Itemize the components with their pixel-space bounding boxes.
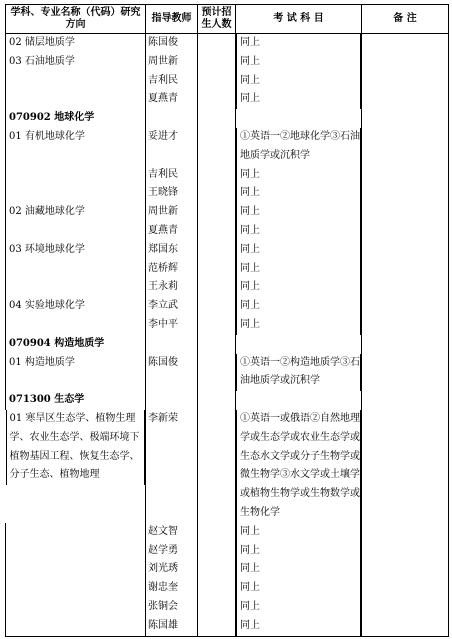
subjects-cell: 同上: [236, 542, 361, 561]
table-row: [6, 128, 449, 166]
plan-cell: [198, 109, 236, 128]
notes-cell: [362, 579, 449, 598]
notes-cell: [362, 560, 449, 579]
subjects-cell: 同上: [236, 523, 361, 542]
major-cell: [6, 579, 146, 598]
major-cell: [6, 166, 146, 185]
table-row: [6, 53, 449, 72]
subjects-cell: [236, 109, 362, 128]
enrollment-table: [5, 4, 449, 637]
major-cell: [6, 260, 146, 279]
major-cell: [6, 184, 146, 203]
notes-cell: [362, 128, 449, 166]
subjects-cell: 同上: [236, 72, 361, 91]
major-cell: [6, 222, 146, 241]
plan-cell: [198, 222, 236, 241]
teacher-cell: 妥进才: [146, 128, 198, 166]
table-row: [6, 354, 449, 392]
subjects-cell: 同上: [236, 278, 361, 297]
major-cell: 03 环境地球化学: [6, 241, 146, 260]
table-row: [6, 297, 449, 316]
plan-cell: [198, 410, 236, 523]
table-row: [6, 598, 449, 617]
table-row: [6, 617, 449, 637]
table-row: [6, 579, 449, 598]
teacher-cell: 陈国俊: [146, 34, 198, 53]
teacher-cell: 吉利民: [146, 72, 198, 91]
notes-cell: [362, 222, 449, 241]
subjects-cell: 同上: [236, 90, 361, 109]
notes-cell: [362, 109, 449, 128]
subjects-cell: 同上: [236, 34, 361, 53]
teacher-cell: 谢忠奎: [146, 579, 198, 598]
table-row: [6, 203, 449, 222]
major-cell: 04 实验地球化学: [6, 297, 146, 316]
notes-cell: [362, 203, 449, 222]
plan-cell: [198, 354, 236, 392]
teacher-cell: 李新荣: [146, 410, 198, 523]
plan-cell: [198, 128, 236, 166]
plan-cell: [198, 542, 236, 561]
teacher-cell: [146, 391, 198, 410]
major-cell: [6, 598, 146, 617]
enrollment-table-page: [5, 4, 448, 635]
notes-cell: [362, 391, 449, 410]
section-row: [6, 391, 449, 410]
plan-cell: [198, 241, 236, 260]
header-major: 学科、专业名称（代码）研究方向: [6, 5, 146, 34]
subjects-cell: 同上: [236, 560, 361, 579]
table-row: [6, 184, 449, 203]
notes-cell: [362, 335, 449, 354]
notes-cell: [362, 617, 449, 637]
teacher-cell: 赵学勇: [146, 542, 198, 561]
plan-cell: [198, 260, 236, 279]
plan-cell: [198, 617, 236, 637]
notes-cell: [362, 72, 449, 91]
table-row: [6, 90, 449, 109]
teacher-cell: 张铜会: [146, 598, 198, 617]
subjects-cell: 同上: [236, 203, 361, 222]
notes-cell: [362, 542, 449, 561]
major-cell: [6, 617, 146, 637]
teacher-cell: 周世新: [146, 203, 198, 222]
table-row: [6, 316, 449, 335]
section-title: 071300 生态学: [6, 391, 146, 410]
teacher-cell: 王晓锋: [146, 184, 198, 203]
table-row: [6, 542, 449, 561]
teacher-cell: 赵文智: [146, 523, 198, 542]
subjects-cell: ①英语一②构造地质学③石油地质学或沉积学: [236, 354, 361, 392]
subjects-cell: 同上: [236, 241, 361, 260]
notes-cell: [362, 184, 449, 203]
notes-cell: [362, 53, 449, 72]
table-body: [6, 34, 449, 637]
plan-cell: [198, 316, 236, 335]
table-row: [6, 560, 449, 579]
notes-cell: [362, 260, 449, 279]
header-notes: 备 注: [362, 5, 449, 34]
subjects-cell: 同上: [236, 222, 361, 241]
plan-cell: [198, 391, 236, 410]
plan-cell: [198, 598, 236, 617]
major-cell: 02 油藏地球化学: [6, 203, 146, 222]
notes-cell: [362, 166, 449, 185]
teacher-cell: 王永莉: [146, 278, 198, 297]
teacher-cell: 郑国东: [146, 241, 198, 260]
notes-cell: [362, 34, 449, 53]
teacher-cell: 刘光琇: [146, 560, 198, 579]
teacher-cell: 陈国俊: [146, 354, 198, 392]
section-row: [6, 109, 449, 128]
major-cell: 03 石油地质学: [6, 53, 146, 72]
major-cell: [6, 278, 146, 297]
table-row: [6, 278, 449, 297]
notes-cell: [362, 278, 449, 297]
notes-cell: [362, 410, 449, 523]
subjects-cell: ①英语一②地球化学③石油地质学或沉积学: [236, 128, 361, 166]
table-row: [6, 260, 449, 279]
plan-cell: [198, 297, 236, 316]
plan-cell: [198, 34, 236, 53]
teacher-cell: 李立武: [146, 297, 198, 316]
teacher-cell: 李中平: [146, 316, 198, 335]
subjects-cell: 同上: [236, 617, 361, 637]
notes-cell: [362, 523, 449, 542]
plan-cell: [198, 184, 236, 203]
subjects-cell: 同上: [236, 184, 361, 203]
header-plan: 预计招生人数: [198, 5, 236, 34]
header-row: [6, 5, 449, 34]
subjects-cell: [236, 335, 362, 354]
plan-cell: [198, 560, 236, 579]
major-cell: [6, 542, 146, 561]
teacher-cell: [146, 335, 198, 354]
table-row: [6, 410, 449, 523]
teacher-cell: 吉利民: [146, 166, 198, 185]
plan-cell: [198, 203, 236, 222]
subjects-cell: [236, 391, 362, 410]
subjects-cell: 同上: [236, 260, 361, 279]
plan-cell: [198, 53, 236, 72]
major-cell: [6, 90, 146, 109]
major-cell: 01 寒旱区生态学、植物生理学、农业生态学、极端环境下植物基因工程、恢复生态学、分子生态、植物地理: [6, 410, 146, 485]
subjects-cell: 同上: [236, 598, 361, 617]
notes-cell: [362, 316, 449, 335]
major-cell: 01 构造地质学: [6, 354, 146, 392]
major-cell: [6, 316, 146, 335]
major-cell: 02 储层地质学: [6, 34, 146, 53]
table-row: [6, 34, 449, 53]
notes-cell: [362, 241, 449, 260]
subjects-cell: 同上: [236, 53, 361, 72]
table-row: [6, 72, 449, 91]
header-subjects: 考 试 科 目: [236, 5, 362, 34]
subjects-cell: 同上: [236, 166, 361, 185]
table-row: [6, 166, 449, 185]
teacher-cell: 陈国雄: [146, 617, 198, 637]
major-cell: [6, 523, 146, 542]
plan-cell: [198, 523, 236, 542]
notes-cell: [362, 90, 449, 109]
plan-cell: [198, 579, 236, 598]
notes-cell: [362, 598, 449, 617]
subjects-cell: 同上: [236, 316, 361, 335]
notes-cell: [362, 297, 449, 316]
subjects-cell: 同上: [236, 297, 361, 316]
table-row: [6, 523, 449, 542]
plan-cell: [198, 90, 236, 109]
notes-cell: [362, 354, 449, 392]
teacher-cell: [146, 109, 198, 128]
section-row: [6, 335, 449, 354]
plan-cell: [198, 72, 236, 91]
teacher-cell: 夏燕青: [146, 222, 198, 241]
subjects-cell: ①英语一或俄语②自然地理学或生态学或农业生态学或生态水文学或分子生物学或微生物学③水文学或土壤学或植物生物学或生物数学或生物化学: [236, 410, 361, 523]
teacher-cell: 周世新: [146, 53, 198, 72]
subjects-cell: 同上: [236, 579, 361, 598]
major-cell: 01 有机地球化学: [6, 128, 146, 166]
plan-cell: [198, 166, 236, 185]
major-cell: [6, 560, 146, 579]
major-cell: [6, 72, 146, 91]
section-title: 070904 构造地质学: [6, 335, 146, 354]
teacher-cell: 夏燕青: [146, 90, 198, 109]
header-teacher: 指导教师: [146, 5, 198, 34]
plan-cell: [198, 278, 236, 297]
plan-cell: [198, 335, 236, 354]
table-row: [6, 222, 449, 241]
section-title: 070902 地球化学: [6, 109, 146, 128]
teacher-cell: 范桥辉: [146, 260, 198, 279]
table-row: [6, 241, 449, 260]
